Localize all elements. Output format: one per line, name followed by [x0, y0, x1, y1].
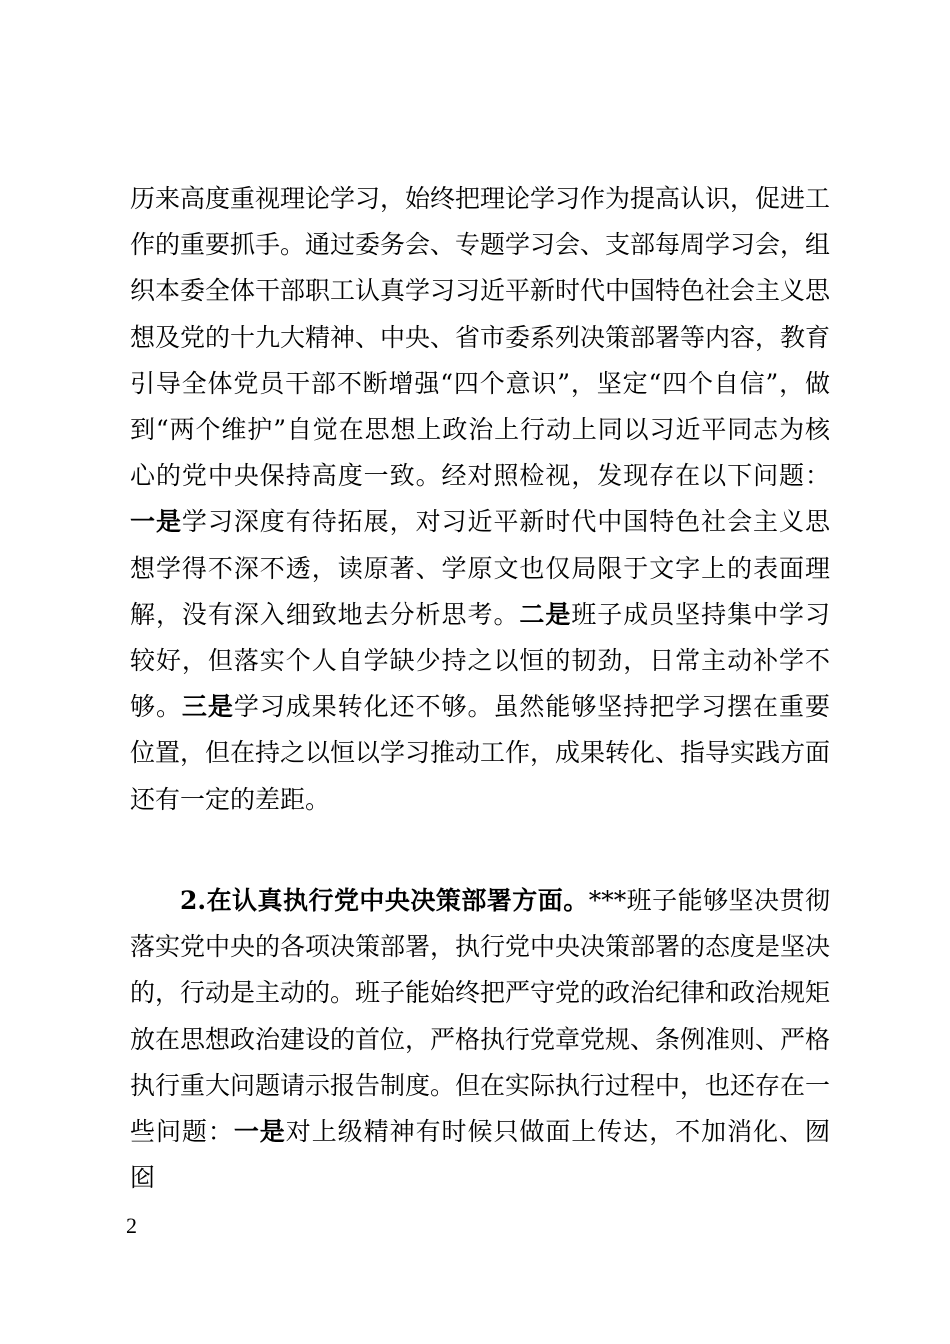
point-label-1: 一是 — [130, 507, 182, 537]
point-label-4: 一是 — [233, 1117, 286, 1147]
page-number: 2 — [126, 1213, 137, 1238]
point-label-3: 三是 — [181, 692, 234, 722]
paragraph-2-text-1: ***班子能够坚决贯彻落实党中央的各项决策部署，执行党中央决策部署的态度是坚决的，行动是主动的。班子能始终把严守党的政治纪律和政治规矩放在思想政治建设的首位，严格执行党章党规、条例准则、严格执行重大问题请示报告制度。但在实际执行过程中，也还存在一些问题： — [130, 886, 831, 1147]
body-paragraph-2 — [130, 878, 830, 1201]
paragraph-1-text-1: 历来高度重视理论学习，始终把理论学习作为提高认识，促进工作的重要抓手。通过委务会、专题学习会、支部每周学习会，组织本委全体干部职工认真学习习近平新时代中国特色社会主义思想及党的十九大精神、中央、省市委系列决策部署等内容，教育引导全体党员干部不断增强“四个意识”，坚定“四个自信”，做到“两个维护”自觉在思想上政治上行动上同以习近平同志为核心的党中央保持高度一致。经对照检视，发现存在以下问题： — [130, 184, 831, 491]
paragraph-1-text-4: 学习成果转化还不够。虽然能够坚持把学习摆在重要位置，但在持之以恒以学习推动工作，成果转化、指导实践方面还有一定的差距。 — [130, 692, 831, 814]
body-paragraph-1 — [130, 176, 830, 823]
paragraph-2-text-2: 对上级精神有时候只做面上传达，不加消化、囫囵 — [130, 1117, 830, 1193]
paragraph-1-text-3: 班子成员坚持集中学习较好，但落实个人自学缺少持之以恒的韧劲，日常主动补学不够。 — [130, 599, 830, 722]
paragraph-1-text-2: 学习深度有待拓展，对习近平新时代中国特色社会主义思想学得不深不透，读原著、学原文也仅局限于文字上的表面理解，没有深入细致地去分析思考。 — [130, 507, 830, 629]
point-label-2: 二是 — [519, 599, 572, 629]
section-heading: 2.在认真执行党中央决策部署方面。 — [180, 886, 589, 915]
